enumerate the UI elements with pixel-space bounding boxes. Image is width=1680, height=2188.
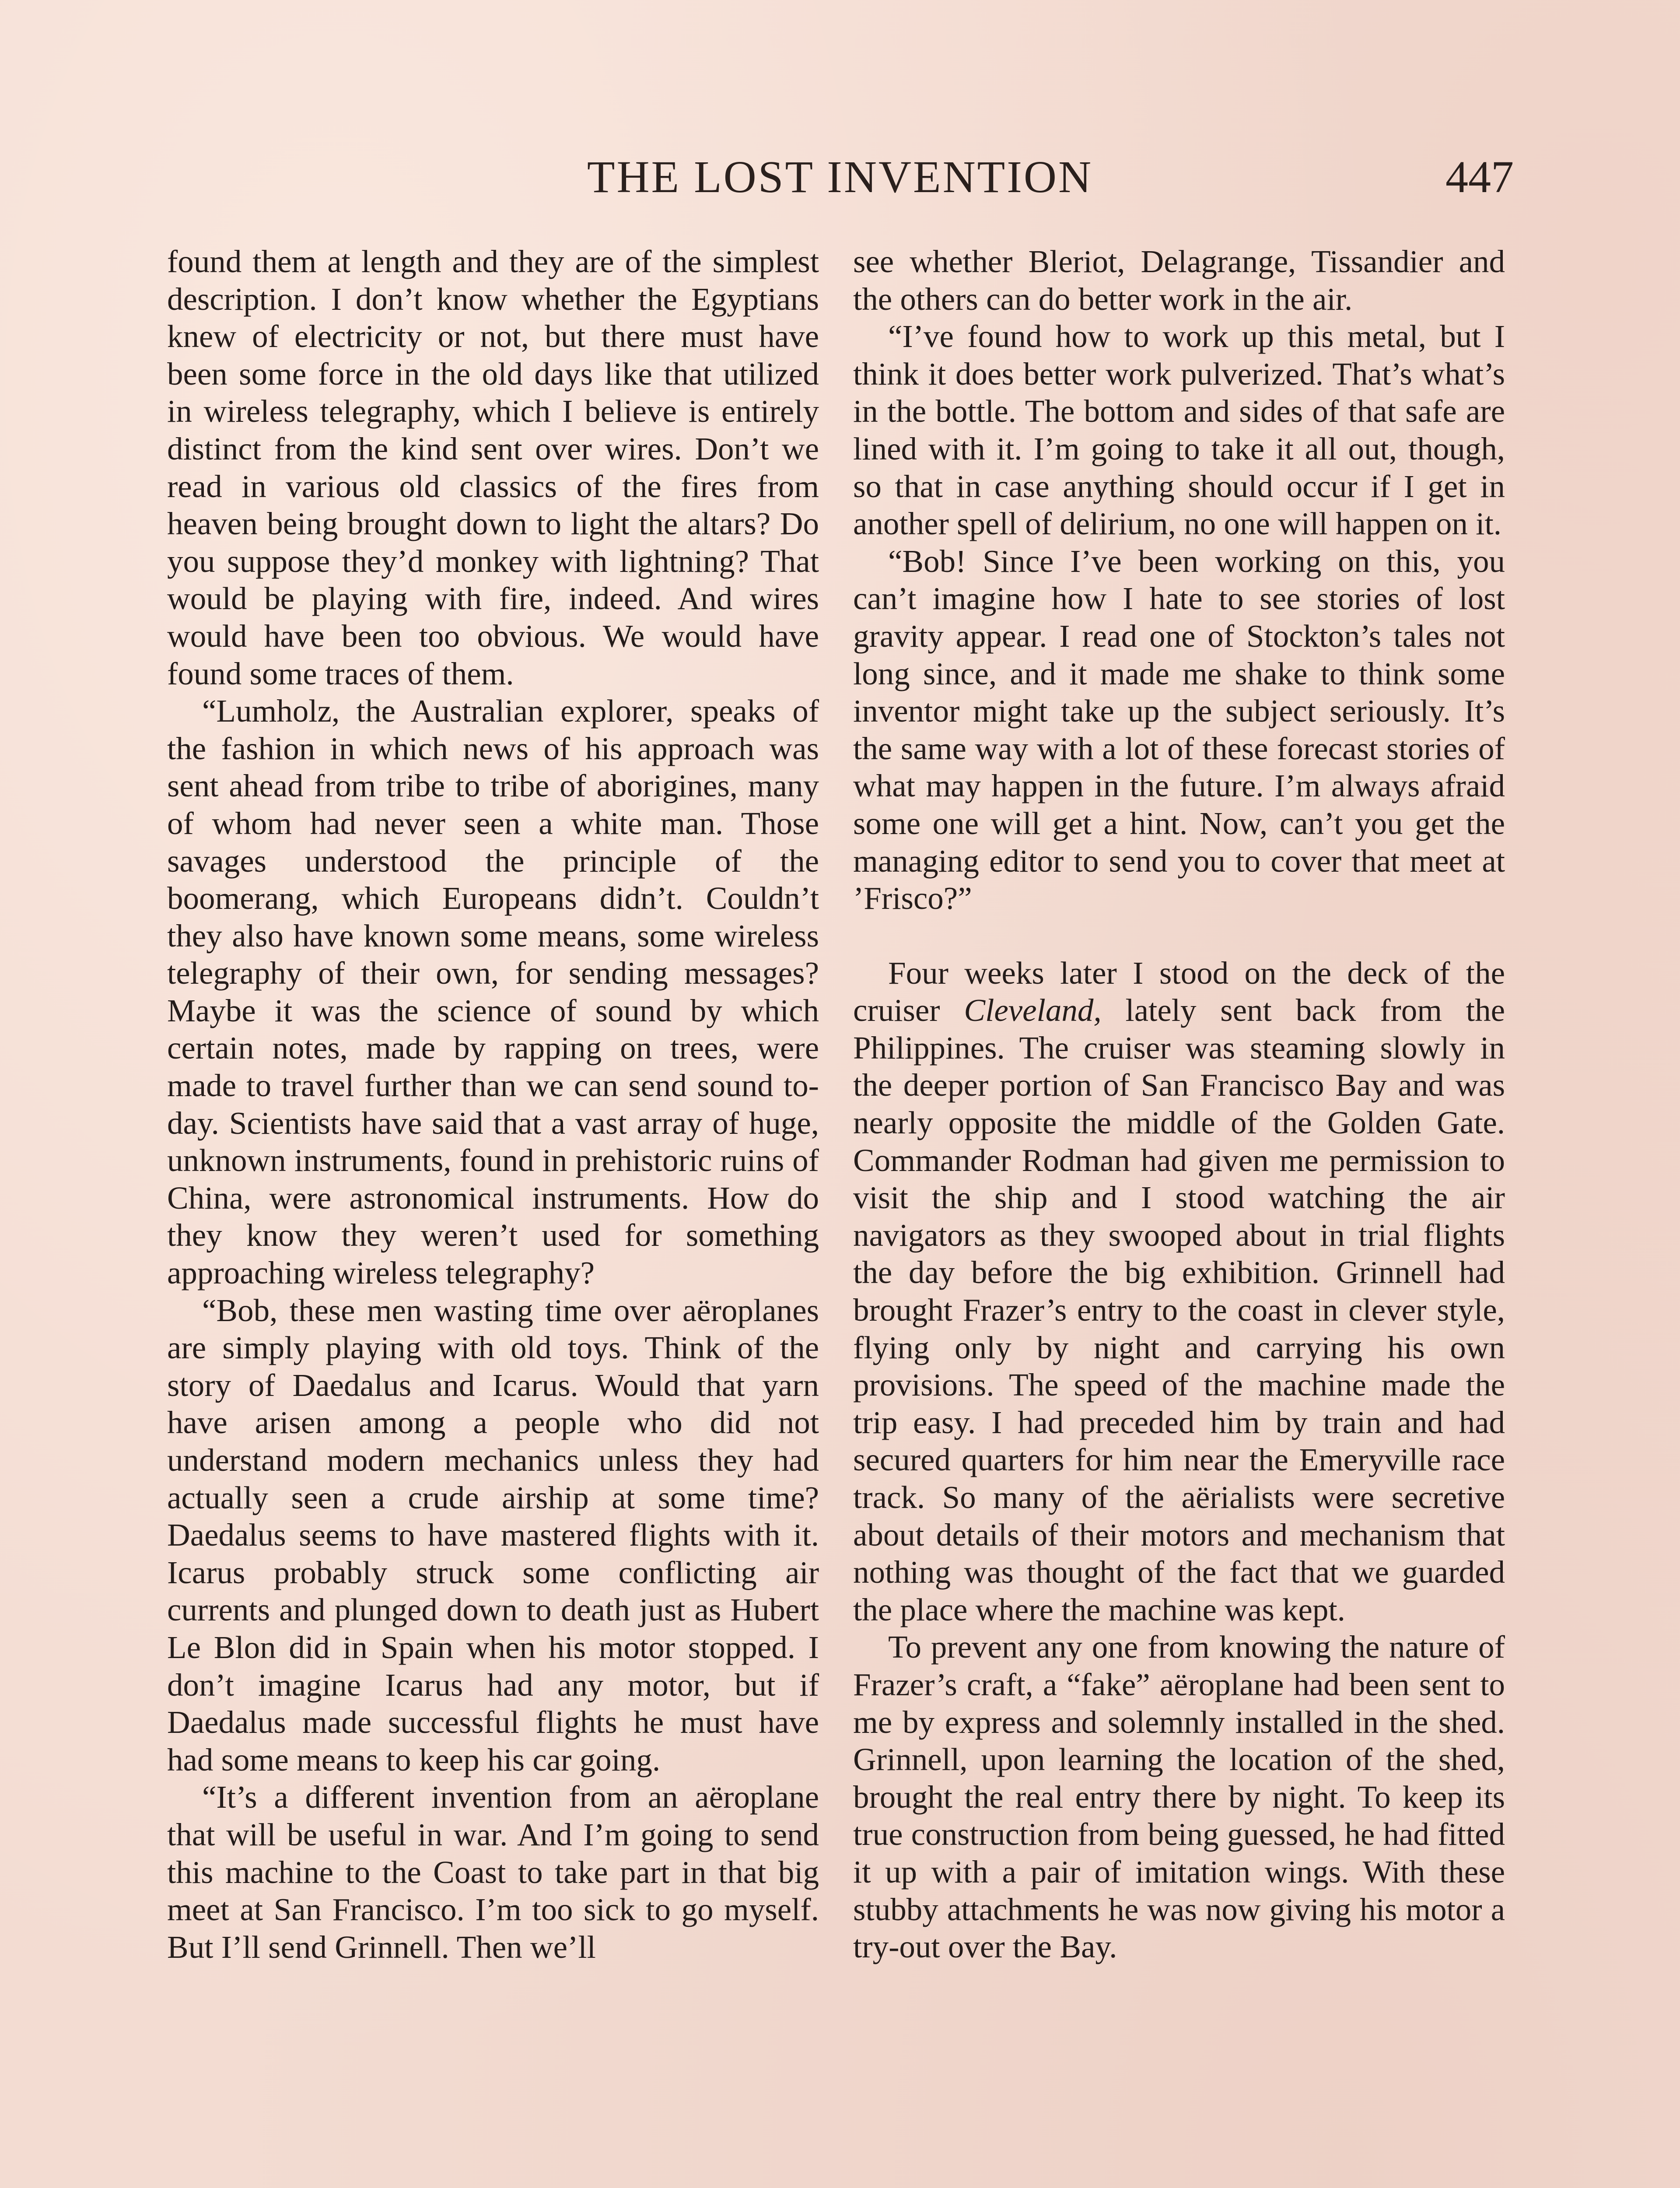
page-number: 447 bbox=[1446, 152, 1514, 202]
paragraph: To prevent any one from knowing the nature of Frazer’s craft, a “fake” aëroplane had been sent to me by express and solemnly installed in the shed. Grinnell, upon learning the location of the shed, brought the real entry there by night. To keep its true construction from being guessed, he had fitted it up with a pair of imitation wings. With these stubby attachments he was now giving his motor a try-out over the Bay. bbox=[853, 1629, 1505, 1965]
paragraph: “Bob! Since I’ve been working on this, you can’t imagine how I hate to see stories of lost gravity appear. I read one of Stockton’s tales not long since, and it made me shake to think some inventor might take up the subject seriously. It’s the same way with a lot of these forecast stories of what may happen in the future. I’m always afraid some one will get a hint. Now, can’t you get the managing editor to send you to cover that meet at ’Frisco?” bbox=[853, 543, 1505, 916]
paragraph: “Lumholz, the Australian explorer, speaks of the fashion in which news of his approach was sent ahead from tribe to tribe of aborigines, many of whom had never seen a white man. Those savages understood the principle of the boomerang, which Europeans didn’t. Couldn’t they also have known some means, some wireless telegraphy of their own, for sending messages? Maybe it was the science of sound by which certain notes, made by rapping on trees, were made to travel further than we can send sound to-day. Scientists have said that a vast array of huge, unknown instruments, found in prehistoric ruins of China, were astronomical instruments. How do they know they weren’t used for something approaching wireless telegraphy? bbox=[167, 693, 819, 1291]
paragraph: “Bob, these men wasting time over aëroplanes are simply playing with old toys. Think of the story of Daedalus and Icarus. Would that yarn have arisen among a people who did not understand modern mechanics unless they had actually seen a crude airship at some time? Daedalus seems to have mastered flights with it. Icarus probably struck some conflicting air currents and plunged down to death just as Hubert Le Blon did in Spain when his motor stopped. I don’t imagine Icarus had any motor, but if Daedalus made successful flights he must have had some means to keep his car going. bbox=[167, 1292, 819, 1778]
page-header bbox=[166, 147, 1514, 208]
paragraph: see whether Bleriot, Delagrange, Tissandier and the others can do better work in the air. bbox=[853, 244, 1505, 317]
paragraph bbox=[853, 954, 1505, 1629]
left-column bbox=[167, 243, 819, 1966]
section-break bbox=[853, 917, 1505, 954]
paragraph: found them at length and they are of the simplest description. I don’t know whether the Egyptians knew of electricity or not, but there must have been some force in the old days like that utilized in wireless telegraphy, which I believe is entirely distinct from the kind sent over wires. Don’t we read in various old classics of the fires from heaven being brought down to light the altars? Do you suppose they’d monkey with lightning? That would be playing with fire, indeed. And wires would have been too obvious. We would have found some traces of them. bbox=[167, 244, 819, 691]
paragraph-text-start: Four weeks later I stood on the deck of the cruiser bbox=[853, 955, 1505, 1028]
running-title: THE LOST INVENTION bbox=[587, 152, 1093, 202]
paragraph-text-end: lately sent back from the Philippines. The cruiser was steaming slowly in the deeper portion of San Francisco Bay and was nearly opposite the middle of the Golden Gate. Commander Rodman had given me permission to visit the ship and I stood watching the air navigators as they swooped about in trial flights the day before the big exhibition. Grinnell had brought Frazer’s entry to the coast in clever style, flying only by night and carrying his own provisions. The speed of the machine made the trip easy. I had preceded him by train and had secured quarters for him near the Emeryville race track. So many of the aërialists were secretive about details of their motors and mechanism that nothing was thought of the fact that we guarded the place where the machine was kept. bbox=[853, 992, 1505, 1627]
paragraph: “It’s a different invention from an aëroplane that will be useful in war. And I’m going to send this machine to the Coast to take part in that big meet at San Francisco. I’m too sick to go myself. But I’ll send Grinnell. Then we’ll bbox=[167, 1779, 819, 1965]
ship-name: Cleveland, bbox=[964, 992, 1102, 1028]
right-column bbox=[853, 243, 1505, 1966]
paragraph: “I’ve found how to work up this metal, but I think it does better work pulverized. That’s what’s in the bottle. The bottom and sides of that safe are lined with it. I’m going to take it all out, though, so that in case anything should occur if I get in another spell of delirium, no one will happen on it. bbox=[853, 319, 1505, 542]
